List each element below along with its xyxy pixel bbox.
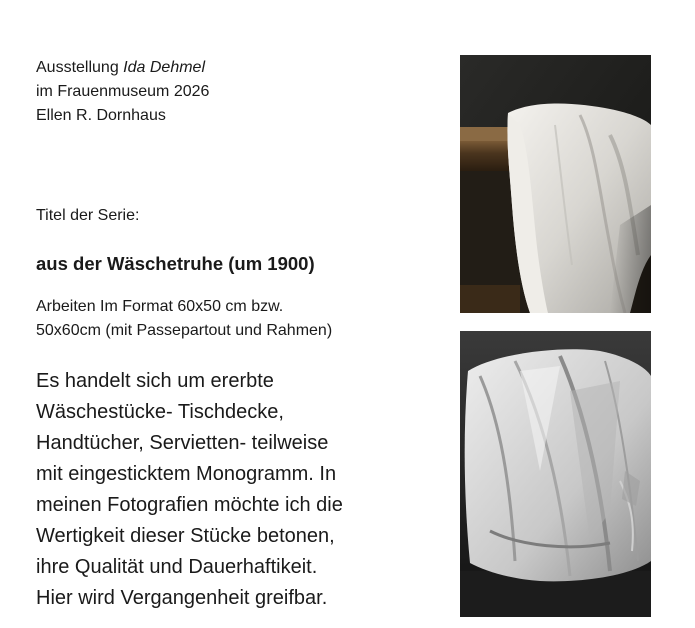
exhibition-prefix: Ausstellung bbox=[36, 59, 124, 76]
format-description bbox=[36, 295, 456, 343]
linen-photo-table bbox=[460, 55, 651, 313]
body-line: Wäschestücke- Tischdecke, bbox=[36, 401, 284, 423]
format-line-1: Arbeiten Im Format 60x50 cm bzw. bbox=[36, 298, 284, 315]
artist-name: Ellen R. Dornhaus bbox=[36, 107, 166, 124]
exhibition-header bbox=[36, 56, 436, 128]
body-line: meinen Fotografien möchte ich die bbox=[36, 494, 343, 516]
format-line-2: 50x60cm (mit Passepartout und Rahmen) bbox=[36, 322, 333, 339]
body-line: Handtücher, Servietten- teilweise bbox=[36, 432, 329, 454]
series-label: Titel der Serie: bbox=[36, 207, 140, 224]
body-line: Wertigkeit dieser Stücke betonen, bbox=[36, 525, 335, 547]
series-title: aus der Wäschetruhe (um 1900) bbox=[36, 253, 315, 274]
body-line: mit eingesticktem Monogramm. In bbox=[36, 463, 337, 485]
body-text bbox=[36, 366, 436, 614]
body-line: Hier wird Vergangenheit greifbar. bbox=[36, 587, 328, 609]
exhibition-line bbox=[36, 56, 436, 80]
linen-photo-folded bbox=[460, 331, 651, 617]
exhibition-name: Ida Dehmel bbox=[123, 59, 205, 76]
body-line: Es handelt sich um ererbte bbox=[36, 370, 274, 392]
museum-line: im Frauenmuseum 2026 bbox=[36, 83, 210, 100]
body-line: ihre Qualität und Dauerhaftikeit. bbox=[36, 556, 318, 578]
